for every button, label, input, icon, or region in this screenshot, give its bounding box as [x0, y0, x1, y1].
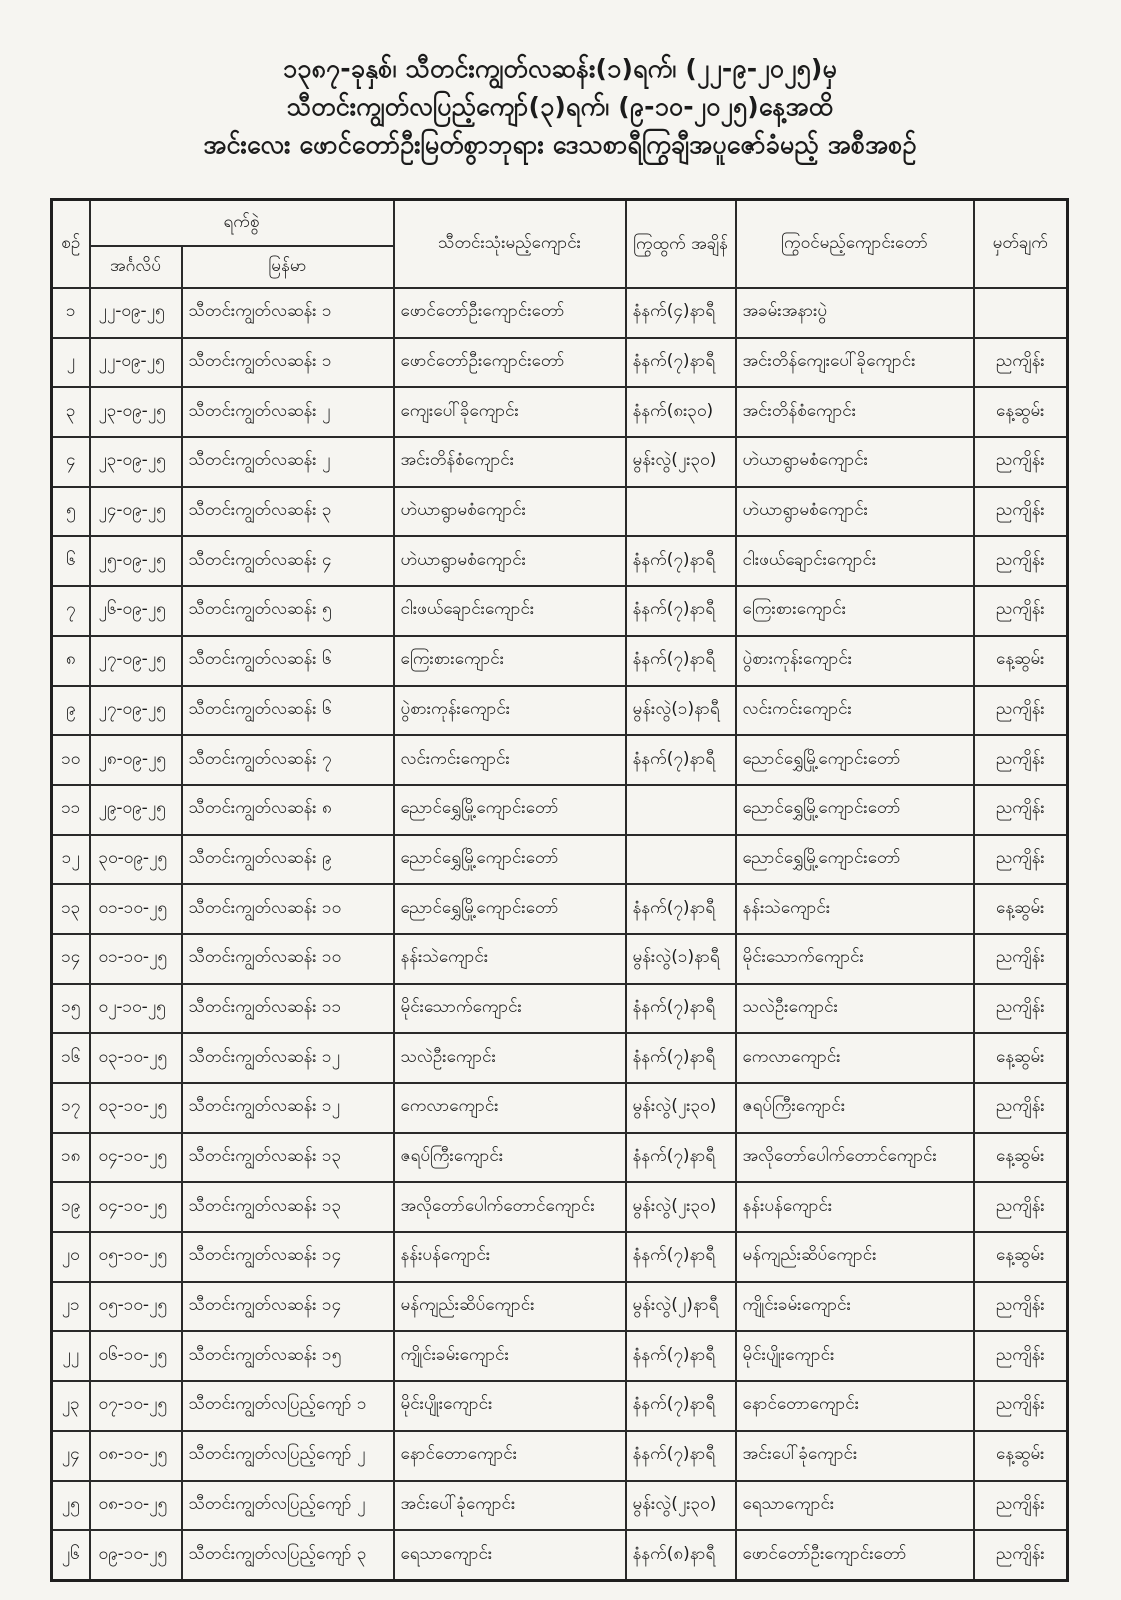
cell-serial: ၂၀ — [52, 1232, 90, 1282]
cell-stay-monastery: လင်းကင်းကျောင်း — [394, 735, 626, 785]
cell-date-en: ၀၁-၁၀-၂၅ — [90, 884, 182, 934]
table-row — [52, 387, 1068, 437]
cell-serial: ၁၄ — [52, 934, 90, 984]
cell-serial: ၂၆ — [52, 1530, 90, 1580]
cell-remark: နေ့ဆွမ်း — [974, 1232, 1068, 1282]
table-row — [52, 1481, 1068, 1531]
table-row — [52, 288, 1068, 338]
cell-depart-time: နံနက်(၇)နာရီ — [626, 884, 736, 934]
cell-date-my: သီတင်းကျွတ်လဆန်း ၇ — [182, 735, 394, 785]
cell-date-my: သီတင်းကျွတ်လဆန်း ၁၃ — [182, 1133, 394, 1183]
cell-stay-monastery: ညောင်ရွှေမြို့ကျောင်းတော် — [394, 835, 626, 885]
cell-arrive-monastery: ကြေးစားကျောင်း — [736, 586, 974, 636]
cell-depart-time: မွန်းလွဲ(၂း၃၀) — [626, 1481, 736, 1531]
cell-stay-monastery: မိုင်းသောက်ကျောင်း — [394, 984, 626, 1034]
cell-remark: ညကျိန်း — [974, 785, 1068, 835]
cell-date-my: သီတင်းကျွတ်လဆန်း ၆ — [182, 636, 394, 686]
cell-depart-time: နံနက်(၇)နာရီ — [626, 338, 736, 388]
cell-date-my: သီတင်းကျွတ်လဆန်း ၄ — [182, 536, 394, 586]
table-row — [52, 984, 1068, 1034]
cell-stay-monastery: ဇရပ်ကြီးကျောင်း — [394, 1133, 626, 1183]
header-serial: စဉ် — [52, 200, 90, 289]
cell-arrive-monastery: ညောင်ရွှေမြို့ကျောင်းတော် — [736, 835, 974, 885]
cell-depart-time: နံနက်(၈း၃၀) — [626, 387, 736, 437]
cell-remark: ညကျိန်း — [974, 1481, 1068, 1531]
cell-arrive-monastery: နန်းသဲကျောင်း — [736, 884, 974, 934]
cell-depart-time — [626, 785, 736, 835]
cell-date-en: ၀၆-၁၀-၂၅ — [90, 1331, 182, 1381]
cell-stay-monastery: နန်းပန်ကျောင်း — [394, 1232, 626, 1282]
cell-serial: ၁၁ — [52, 785, 90, 835]
cell-date-en: ၀၄-၁၀-၂၅ — [90, 1182, 182, 1232]
cell-arrive-monastery: ကေလာကျောင်း — [736, 1033, 974, 1083]
cell-serial: ၅ — [52, 487, 90, 537]
cell-date-en: ၂၃-၀၉-၂၅ — [90, 437, 182, 487]
cell-date-my: သီတင်းကျွတ်လဆန်း ၁၁ — [182, 984, 394, 1034]
cell-date-my: သီတင်းကျွတ်လဆန်း ၆ — [182, 686, 394, 736]
cell-serial: ၉ — [52, 686, 90, 736]
cell-serial: ၈ — [52, 636, 90, 686]
table-row — [52, 437, 1068, 487]
cell-date-en: ၂၉-၀၉-၂၅ — [90, 785, 182, 835]
cell-arrive-monastery: ဇရပ်ကြီးကျောင်း — [736, 1083, 974, 1133]
cell-serial: ၂၃ — [52, 1381, 90, 1431]
table-row — [52, 1232, 1068, 1282]
cell-stay-monastery: ညောင်ရွှေမြို့ကျောင်းတော် — [394, 884, 626, 934]
cell-depart-time: နံနက်(၇)နာရီ — [626, 536, 736, 586]
cell-remark: ညကျိန်း — [974, 835, 1068, 885]
cell-remark: ညကျိန်း — [974, 536, 1068, 586]
cell-remark: ညကျိန်း — [974, 1083, 1068, 1133]
title-line-3: အင်းလေး ဖောင်တော်ဦးမြတ်စွာဘုရား ဒေသစာရီကြွချီအပူဇော်ခံမည့် အစီအစဉ် — [203, 130, 917, 159]
page-header — [40, 50, 1080, 164]
cell-depart-time: နံနက်(၇)နာရီ — [626, 1431, 736, 1481]
table-row — [52, 338, 1068, 388]
cell-remark: ညကျိန်း — [974, 1381, 1068, 1431]
cell-arrive-monastery: မန်ကျည်းဆိပ်ကျောင်း — [736, 1232, 974, 1282]
cell-stay-monastery: ကျေးပေါ်ခိုကျောင်း — [394, 387, 626, 437]
cell-stay-monastery: ငါးဖယ်ချောင်းကျောင်း — [394, 586, 626, 636]
cell-date-my: သီတင်းကျွတ်လဆန်း ၃ — [182, 487, 394, 537]
table-row — [52, 1431, 1068, 1481]
table-row — [52, 884, 1068, 934]
cell-depart-time — [626, 487, 736, 537]
cell-date-my: သီတင်းကျွတ်လပြည့်ကျော် ၁ — [182, 1381, 394, 1431]
cell-depart-time: နံနက်(၇)နာရီ — [626, 1232, 736, 1282]
cell-date-my: သီတင်းကျွတ်လဆန်း ၁၃ — [182, 1182, 394, 1232]
cell-remark: ညကျိန်း — [974, 686, 1068, 736]
cell-date-en: ၂၅-၀၉-၂၅ — [90, 536, 182, 586]
header-date-my: မြန်မာ — [182, 246, 394, 288]
cell-date-en: ၂၆-၀၉-၂၅ — [90, 586, 182, 636]
cell-date-my: သီတင်းကျွတ်လဆန်း ၈ — [182, 785, 394, 835]
table-row — [52, 1282, 1068, 1332]
cell-remark: နေ့ဆွမ်း — [974, 1431, 1068, 1481]
cell-remark: ညကျိန်း — [974, 1182, 1068, 1232]
cell-arrive-monastery: ဖောင်တော်ဦးကျောင်းတော် — [736, 1530, 974, 1580]
cell-stay-monastery: မန်ကျည်းဆိပ်ကျောင်း — [394, 1282, 626, 1332]
cell-serial: ၆ — [52, 536, 90, 586]
table-row — [52, 1033, 1068, 1083]
header-remark: မှတ်ချက် — [974, 200, 1068, 289]
cell-depart-time: မွန်းလွဲ(၁)နာရီ — [626, 686, 736, 736]
cell-depart-time: နံနက်(၇)နာရီ — [626, 586, 736, 636]
cell-remark: ညကျိန်း — [974, 934, 1068, 984]
cell-remark: ညကျိန်း — [974, 1282, 1068, 1332]
cell-date-my: သီတင်းကျွတ်လဆန်း ၁ — [182, 288, 394, 338]
cell-serial: ၂၄ — [52, 1431, 90, 1481]
cell-date-en: ၂၂-၀၉-၂၅ — [90, 338, 182, 388]
cell-date-en: ၀၉-၁၀-၂၅ — [90, 1530, 182, 1580]
table-row — [52, 536, 1068, 586]
cell-remark: နေ့ဆွမ်း — [974, 1133, 1068, 1183]
cell-date-en: ၂၄-၀၉-၂၅ — [90, 487, 182, 537]
cell-arrive-monastery: ဟဲယာရွာမစံကျောင်း — [736, 487, 974, 537]
cell-depart-time: နံနက်(၇)နာရီ — [626, 1033, 736, 1083]
cell-date-my: သီတင်းကျွတ်လဆန်း ၂ — [182, 437, 394, 487]
cell-date-en: ၃၀-၀၉-၂၅ — [90, 835, 182, 885]
cell-remark: ညကျိန်း — [974, 1331, 1068, 1381]
cell-serial: ၄ — [52, 437, 90, 487]
table-row — [52, 586, 1068, 636]
cell-date-en: ၀၅-၁၀-၂၅ — [90, 1282, 182, 1332]
cell-depart-time: နံနက်(၈)နာရီ — [626, 1530, 736, 1580]
cell-remark — [974, 288, 1068, 338]
cell-stay-monastery: ကြေးစားကျောင်း — [394, 636, 626, 686]
cell-serial: ၁၇ — [52, 1083, 90, 1133]
cell-date-en: ၀၁-၁၀-၂၅ — [90, 934, 182, 984]
cell-serial: ၁၀ — [52, 735, 90, 785]
schedule-table — [50, 198, 1069, 1582]
cell-arrive-monastery: သလဲဦးကျောင်း — [736, 984, 974, 1034]
cell-arrive-monastery: ရေသာကျောင်း — [736, 1481, 974, 1531]
cell-arrive-monastery: အင်းတိန်ကျေးပေါ်ခိုကျောင်း — [736, 338, 974, 388]
cell-stay-monastery: ဟဲယာရွာမစံကျောင်း — [394, 487, 626, 537]
cell-depart-time: မွန်းလွဲ(၂း၃၀) — [626, 1182, 736, 1232]
cell-arrive-monastery: ပွဲစားကုန်းကျောင်း — [736, 636, 974, 686]
header-date-en: အင်္ဂလိပ် — [90, 246, 182, 288]
cell-stay-monastery: ဖောင်တော်ဦးကျောင်းတော် — [394, 338, 626, 388]
cell-serial: ၁၈ — [52, 1133, 90, 1183]
cell-arrive-monastery: ငါးဖယ်ချောင်းကျောင်း — [736, 536, 974, 586]
cell-serial: ၇ — [52, 586, 90, 636]
cell-remark: ညကျိန်း — [974, 338, 1068, 388]
cell-arrive-monastery: အင်းပေါ်ခုံကျောင်း — [736, 1431, 974, 1481]
cell-date-my: သီတင်းကျွတ်လဆန်း ၉ — [182, 835, 394, 885]
cell-date-en: ၂၇-၀၉-၂၅ — [90, 686, 182, 736]
cell-remark: ညကျိန်း — [974, 1530, 1068, 1580]
table-row — [52, 1381, 1068, 1431]
cell-date-my: သီတင်းကျွတ်လဆန်း ၁၀ — [182, 934, 394, 984]
cell-stay-monastery: အလိုတော်ပေါက်တောင်ကျောင်း — [394, 1182, 626, 1232]
cell-serial: ၃ — [52, 387, 90, 437]
cell-arrive-monastery: အခမ်းအနားပွဲ — [736, 288, 974, 338]
table-row — [52, 1133, 1068, 1183]
cell-depart-time: နံနက်(၇)နာရီ — [626, 1331, 736, 1381]
cell-date-en: ၀၂-၁၀-၂၅ — [90, 984, 182, 1034]
cell-date-en: ၂၈-၀၉-၂၅ — [90, 735, 182, 785]
cell-serial: ၂၂ — [52, 1331, 90, 1381]
cell-date-my: သီတင်းကျွတ်လဆန်း ၅ — [182, 586, 394, 636]
cell-serial: ၁၉ — [52, 1182, 90, 1232]
cell-serial: ၁၃ — [52, 884, 90, 934]
table-row — [52, 934, 1068, 984]
cell-date-my: သီတင်းကျွတ်လဆန်း ၂ — [182, 387, 394, 437]
cell-depart-time: နံနက်(၄)နာရီ — [626, 288, 736, 338]
cell-depart-time — [626, 835, 736, 885]
cell-stay-monastery: ကျိုင်းခမ်းကျောင်း — [394, 1331, 626, 1381]
cell-date-my: သီတင်းကျွတ်လဆန်း ၁၂ — [182, 1033, 394, 1083]
cell-date-my: သီတင်းကျွတ်လဆန်း ၁၅ — [182, 1331, 394, 1381]
cell-date-my: သီတင်းကျွတ်လဆန်း ၁၄ — [182, 1282, 394, 1332]
cell-depart-time: နံနက်(၇)နာရီ — [626, 1381, 736, 1431]
cell-date-my: သီတင်းကျွတ်လပြည့်ကျော် ၂ — [182, 1431, 394, 1481]
table-row — [52, 686, 1068, 736]
cell-serial: ၁၆ — [52, 1033, 90, 1083]
cell-remark: ညကျိန်း — [974, 586, 1068, 636]
cell-date-my: သီတင်းကျွတ်လပြည့်ကျော် ၃ — [182, 1530, 394, 1580]
cell-depart-time: နံနက်(၇)နာရီ — [626, 636, 736, 686]
cell-arrive-monastery: ကျိုင်းခမ်းကျောင်း — [736, 1282, 974, 1332]
cell-stay-monastery: နောင်တောကျောင်း — [394, 1431, 626, 1481]
cell-date-en: ၂၇-၀၉-၂၅ — [90, 636, 182, 686]
cell-depart-time: မွန်းလွဲ(၂)နာရီ — [626, 1282, 736, 1332]
table-row — [52, 835, 1068, 885]
table-body — [52, 288, 1068, 1581]
cell-arrive-monastery: ဟဲယာရွာမစံကျောင်း — [736, 437, 974, 487]
cell-date-en: ၀၈-၁၀-၂၅ — [90, 1431, 182, 1481]
cell-remark: ညကျိန်း — [974, 984, 1068, 1034]
cell-remark: နေ့ဆွမ်း — [974, 884, 1068, 934]
cell-arrive-monastery: လင်းကင်းကျောင်း — [736, 686, 974, 736]
cell-date-my: သီတင်းကျွတ်လဆန်း ၁၂ — [182, 1083, 394, 1133]
cell-stay-monastery: အင်းပေါ်ခုံကျောင်း — [394, 1481, 626, 1531]
cell-serial: ၂ — [52, 338, 90, 388]
cell-stay-monastery: ဖောင်တော်ဦးကျောင်းတော် — [394, 288, 626, 338]
cell-stay-monastery: မိုင်းပျိုးကျောင်း — [394, 1381, 626, 1431]
header-arrive-monastery: ကြွဝင်မည့်ကျောင်းတော် — [736, 200, 974, 289]
title-line-1: ၁၃၈၇-ခုနှစ်၊ သီတင်းကျွတ်လဆန်း(၁)ရက်၊ (၂၂-၉-၂၀၂၅)မှ — [283, 54, 837, 83]
cell-serial: ၂၅ — [52, 1481, 90, 1531]
cell-depart-time: နံနက်(၇)နာရီ — [626, 735, 736, 785]
cell-depart-time: မွန်းလွဲ(၂း၃၀) — [626, 1083, 736, 1133]
cell-arrive-monastery: အလိုတော်ပေါက်တောင်ကျောင်း — [736, 1133, 974, 1183]
cell-arrive-monastery: ညောင်ရွှေမြို့ကျောင်းတော် — [736, 785, 974, 835]
table-row — [52, 636, 1068, 686]
cell-stay-monastery: ညောင်ရွှေမြို့ကျောင်းတော် — [394, 785, 626, 835]
cell-arrive-monastery: မိုင်းပျိုးကျောင်း — [736, 1331, 974, 1381]
cell-depart-time: နံနက်(၇)နာရီ — [626, 984, 736, 1034]
cell-date-en: ၀၄-၁၀-၂၅ — [90, 1133, 182, 1183]
cell-serial: ၁၂ — [52, 835, 90, 885]
table-row — [52, 1182, 1068, 1232]
cell-remark: နေ့ဆွမ်း — [974, 387, 1068, 437]
cell-arrive-monastery: နန်းပန်ကျောင်း — [736, 1182, 974, 1232]
cell-remark: နေ့ဆွမ်း — [974, 636, 1068, 686]
cell-date-en: ၀၃-၁၀-၂၅ — [90, 1033, 182, 1083]
header-depart-time: ကြွထွက် အချိန် — [626, 200, 736, 289]
table-header — [52, 200, 1068, 289]
cell-depart-time: မွန်းလွဲ(၂း၃၀) — [626, 437, 736, 487]
cell-remark: ညကျိန်း — [974, 487, 1068, 537]
title-line-2: သီတင်းကျွတ်လပြည့်ကျော်(၃)ရက်၊ (၉-၁၀-၂၀၂၅)နေ့အထိ — [286, 92, 834, 121]
cell-remark: ညကျိန်း — [974, 735, 1068, 785]
cell-arrive-monastery: မိုင်းသောက်ကျောင်း — [736, 934, 974, 984]
cell-date-my: သီတင်းကျွတ်လဆန်း ၁၄ — [182, 1232, 394, 1282]
cell-stay-monastery: ရေသာကျောင်း — [394, 1530, 626, 1580]
table-row — [52, 1083, 1068, 1133]
cell-serial: ၁၅ — [52, 984, 90, 1034]
cell-stay-monastery: အင်းတိန်စံကျောင်း — [394, 437, 626, 487]
cell-date-my: သီတင်းကျွတ်လဆန်း ၁၀ — [182, 884, 394, 934]
cell-arrive-monastery: ညောင်ရွှေမြို့ကျောင်းတော် — [736, 735, 974, 785]
cell-date-en: ၀၈-၁၀-၂၅ — [90, 1481, 182, 1531]
cell-stay-monastery: သလဲဦးကျောင်း — [394, 1033, 626, 1083]
cell-remark: နေ့ဆွမ်း — [974, 1033, 1068, 1083]
table-row — [52, 785, 1068, 835]
cell-stay-monastery: ဟဲယာရွာမစံကျောင်း — [394, 536, 626, 586]
cell-date-en: ၀၇-၁၀-၂၅ — [90, 1381, 182, 1431]
cell-date-en: ၂၂-၀၉-၂၅ — [90, 288, 182, 338]
cell-date-en: ၀၃-၁၀-၂၅ — [90, 1083, 182, 1133]
header-date-group: ရက်စွဲ — [90, 200, 394, 247]
cell-remark: ညကျိန်း — [974, 437, 1068, 487]
cell-date-en: ၂၃-၀၉-၂၅ — [90, 387, 182, 437]
cell-date-en: ၀၅-၁၀-၂၅ — [90, 1232, 182, 1282]
cell-depart-time: နံနက်(၇)နာရီ — [626, 1133, 736, 1183]
table-row — [52, 735, 1068, 785]
cell-depart-time: မွန်းလွဲ(၁)နာရီ — [626, 934, 736, 984]
cell-date-my: သီတင်းကျွတ်လဆန်း ၁ — [182, 338, 394, 388]
cell-serial: ၂၁ — [52, 1282, 90, 1332]
cell-stay-monastery: ကေလာကျောင်း — [394, 1083, 626, 1133]
table-row — [52, 1331, 1068, 1381]
cell-stay-monastery: နန်းသဲကျောင်း — [394, 934, 626, 984]
cell-date-my: သီတင်းကျွတ်လပြည့်ကျော် ၂ — [182, 1481, 394, 1531]
cell-arrive-monastery: နောင်တောကျောင်း — [736, 1381, 974, 1431]
cell-arrive-monastery: အင်းတိန်စံကျောင်း — [736, 387, 974, 437]
cell-stay-monastery: ပွဲစားကုန်းကျောင်း — [394, 686, 626, 736]
header-stay-monastery: သီတင်းသုံးမည့်ကျောင်း — [394, 200, 626, 289]
table-row — [52, 487, 1068, 537]
cell-serial: ၁ — [52, 288, 90, 338]
table-row — [52, 1530, 1068, 1580]
